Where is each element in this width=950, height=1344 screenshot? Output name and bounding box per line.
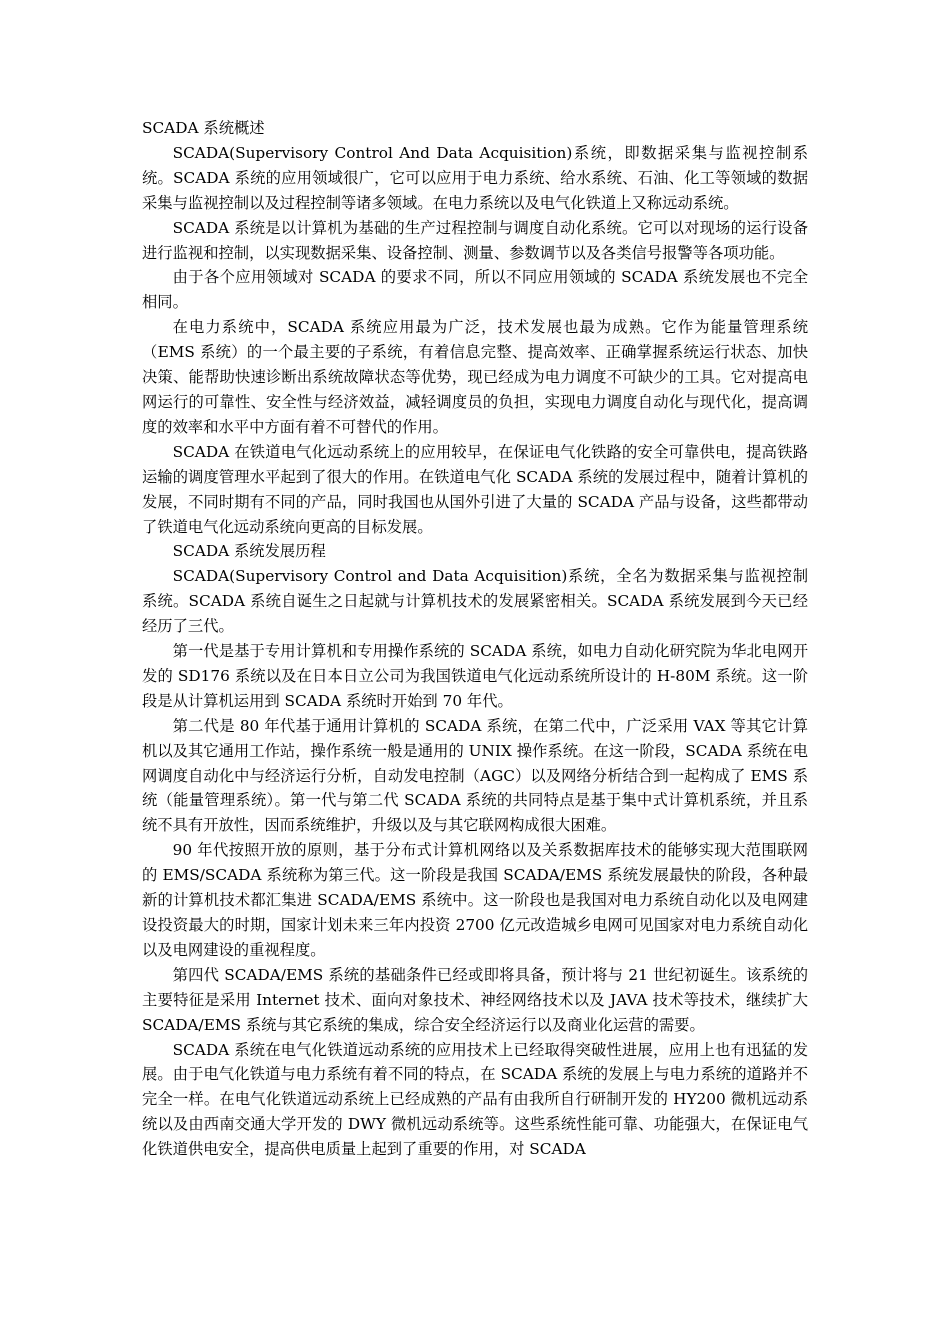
document-title: SCADA 系统概述: [142, 119, 265, 137]
document-body: [142, 116, 808, 1162]
history-paragraph-2: 第一代是基于专用计算机和专用操作系统的 SCADA 系统，如电力自动化研究院为华北电网开发的 SD176 系统以及在日本日立公司为我国铁道电气化远动系统所设计的 H-80M 系统。这一阶段是从计算机运用到 SCADA 系统时开始到 70 年代。: [142, 642, 808, 710]
section-title: SCADA 系统发展历程: [172, 542, 326, 561]
intro-paragraph-2: SCADA 系统是以计算机为基础的生产过程控制与调度自动化系统。它可以对现场的运行设备进行监视和控制，以实现数据采集、设备控制、测量、参数调节以及各类信号报警等各项功能。: [142, 218, 808, 262]
intro-paragraph-3: 由于各个应用领域对 SCADA 的要求不同，所以不同应用领域的 SCADA 系统发展也不完全相同。: [142, 268, 808, 312]
history-paragraph-5: 第四代 SCADA/EMS 系统的基础条件已经或即将具备，预计将与 21 世纪初诞生。该系统的主要特征是采用 Internet 技术、面向对象技术、神经网络技术以及 JAVA 技术等技术，继续扩大 SCADA/EMS 系统与其它系统的集成，综合安全经济运行以及商业化运营的需要。: [142, 965, 808, 1034]
history-paragraph-6: SCADA 系统在电气化铁道远动系统的应用技术上已经取得突破性进展，应用上也有迅猛的发展。由于电气化铁道与电力系统有着不同的特点，在 SCADA 系统的发展上与电力系统的道路并不完全一样。在电气化铁道远动系统上已经成熟的产品有由我所自行研制开发的 HY200 微机远动系统以及由西南交通大学开发的 DWY 微机远动系统等。这些系统性能可靠、功能强大，在保证电气化铁道供电安全，提高供电质量上起到了重要的作用，对 SCADA: [142, 1040, 808, 1159]
intro-paragraph-4: 在电力系统中，SCADA 系统应用最为广泛，技术发展也最为成熟。它作为能量管理系统（EMS 系统）的一个最主要的子系统，有着信息完整、提高效率、正确掌握系统运行状态、加快决策、能帮助快速诊断出系统故障状态等优势，现已经成为电力调度不可缺少的工具。它对提高电网运行的可靠性、安全性与经济效益，减轻调度员的负担，实现电力调度自动化与现代化，提高调度的效率和水平中方面有着不可替代的作用。: [142, 318, 808, 436]
intro-paragraph-1: SCADA(Supervisory Control And Data Acquisition)系统，即数据采集与监视控制系统。SCADA 系统的应用领域很广，它可以应用于电力系统、给水系统、石油、化工等领域的数据采集与监视控制以及过程控制等诸多领域。在电力系统以及电气化铁道上又称远动系统。: [142, 143, 808, 212]
intro-paragraph-5: SCADA 在铁道电气化远动系统上的应用较早，在保证电气化铁路的安全可靠供电，提高铁路运输的调度管理水平起到了很大的作用。在铁道电气化 SCADA 系统的发展过程中，随着计算机的发展，不同时期有不同的产品，同时我国也从国外引进了大量的 SCADA 产品与设备，这些都带动了铁道电气化远动系统向更高的目标发展。: [142, 442, 808, 536]
history-paragraph-3: 第二代是 80 年代基于通用计算机的 SCADA 系统，在第二代中，广泛采用 VAX 等其它计算机以及其它通用工作站，操作系统一般是通用的 UNIX 操作系统。在这一阶段，SCADA 系统在电网调度自动化中与经济运行分析，自动发电控制（AGC）以及网络分析结合到一起构成了 EMS 系统（能量管理系统）。第一代与第二代 SCADA 系统的共同特点是基于集中式计算机系统，并且系统不具有开放性，因而系统维护，升级以及与其它联网构成很大困难。: [142, 716, 808, 835]
history-paragraph-4: 90 年代按照开放的原则，基于分布式计算机网络以及关系数据库技术的能够实现大范围联网的 EMS/SCADA 系统称为第三代。这一阶段是我国 SCADA/EMS 系统发展最快的阶段，各种最新的计算机技术都汇集进 SCADA/EMS 系统中。这一阶段也是我国对电力系统自动化以及电网建设投资最大的时期，国家计划未来三年内投资 2700 亿元改造城乡电网可见国家对电力系统自动化以及电网建设的重视程度。: [142, 841, 808, 959]
history-paragraph-1: SCADA(Supervisory Control and Data Acquisition)系统，全名为数据采集与监视控制系统。SCADA 系统自诞生之日起就与计算机技术的发展紧密相关。SCADA 系统发展到今天已经经历了三代。: [142, 567, 808, 636]
